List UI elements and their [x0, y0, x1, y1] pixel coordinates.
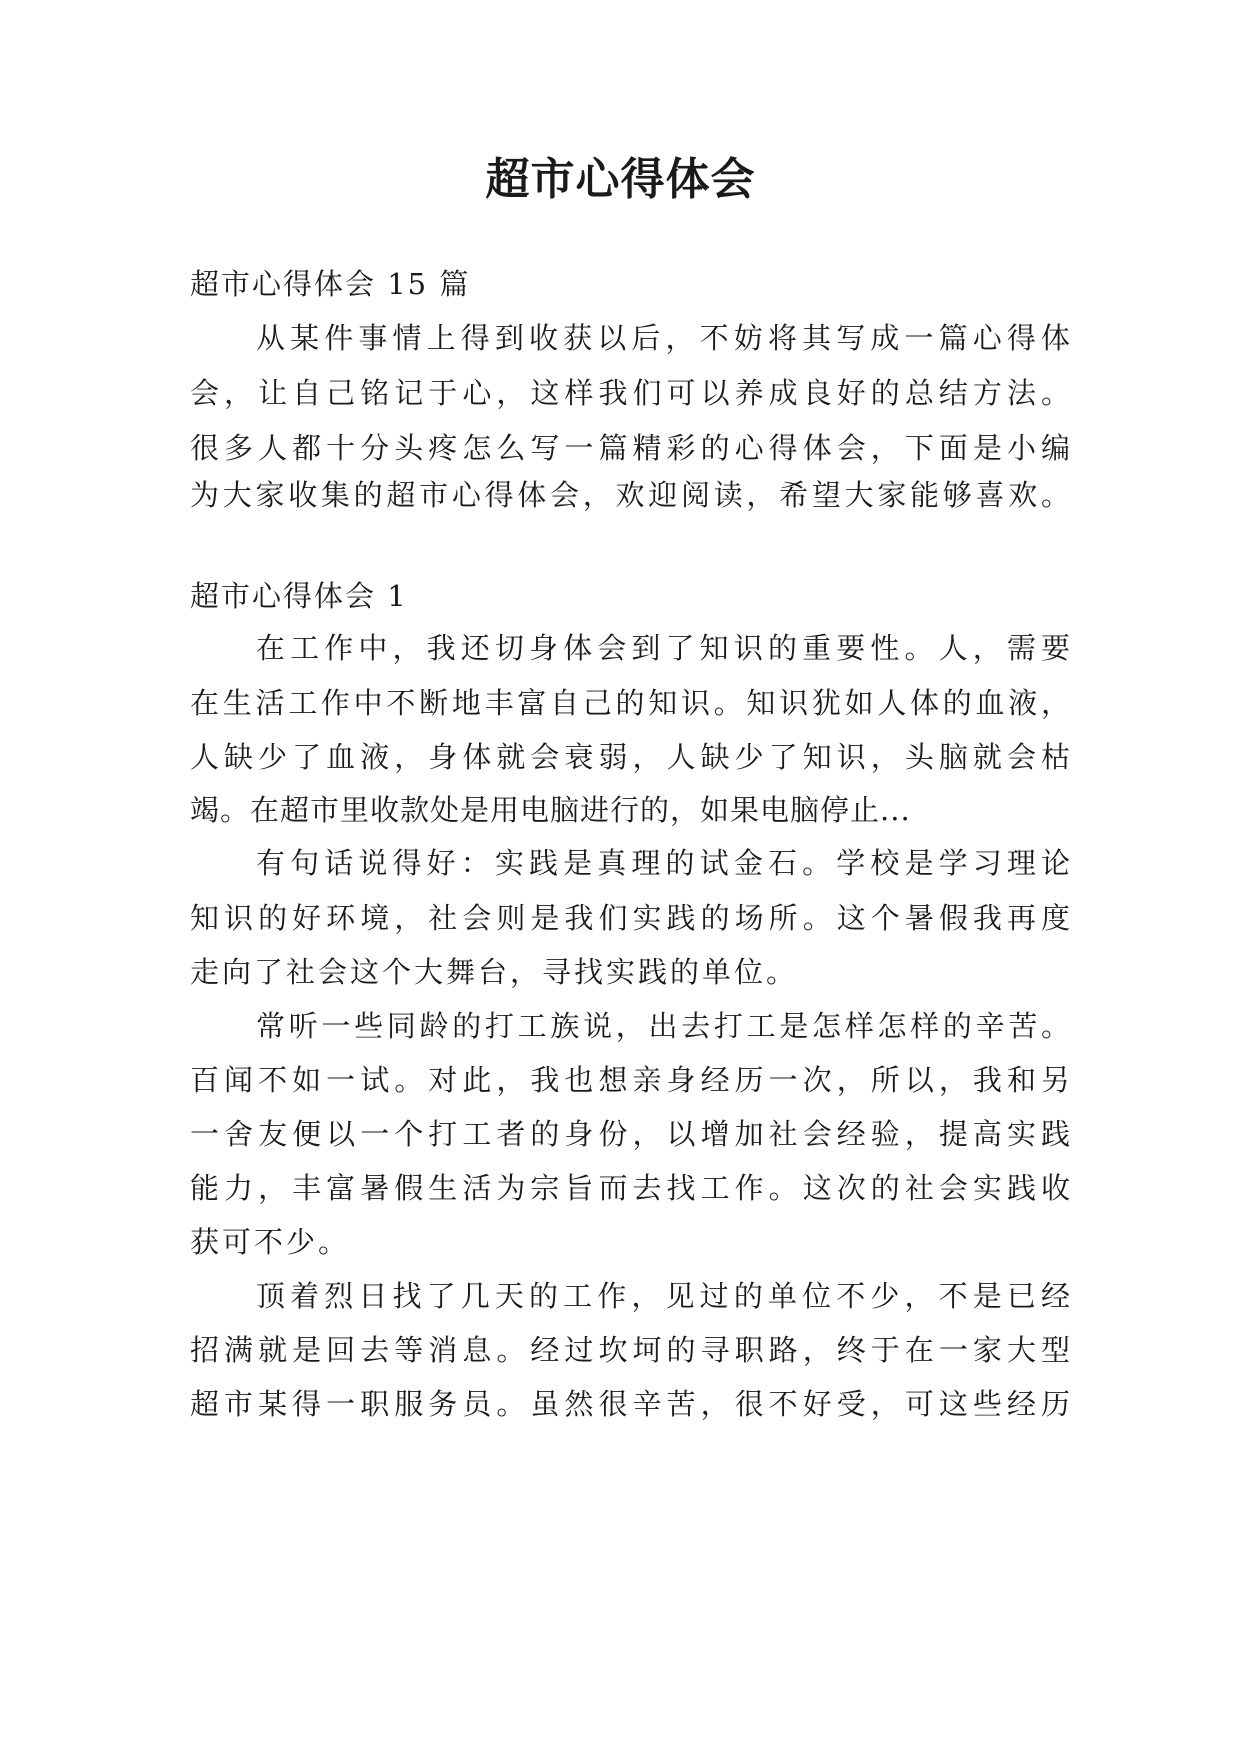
paragraph-line: 一舍友便以一个打工者的身份，以增加社会经验，提高实践 [190, 1117, 1070, 1151]
intro-line: 会，让自己铭记于心，这样我们可以养成良好的总结方法。 [190, 376, 1070, 410]
paragraph-line: 走向了社会这个大舞台，寻找实践的单位。 [190, 955, 799, 989]
paragraph-line: 获可不少。 [190, 1225, 351, 1259]
intro-heading: 超市心得体会 15 篇 [190, 267, 471, 301]
document-title: 超市心得体会 [485, 154, 756, 205]
paragraph-line: 常听一些同龄的打工族说，出去打工是怎样怎样的辛苦。 [256, 1009, 1070, 1043]
paragraph-line: 知识的好环境，社会则是我们实践的场所。这个暑假我再度 [190, 901, 1070, 935]
intro-line: 从某件事情上得到收获以后，不妨将其写成一篇心得体 [256, 321, 1070, 355]
paragraph-line: 有句话说得好：实践是真理的试金石。学校是学习理论 [256, 846, 1070, 880]
intro-line: 为大家收集的超市心得体会，欢迎阅读，希望大家能够喜欢。 [190, 478, 1070, 512]
paragraph-line: 招满就是回去等消息。经过坎坷的寻职路，终于在一家大型 [190, 1333, 1070, 1367]
paragraph-line: 顶着烈日找了几天的工作，见过的单位不少，不是已经 [256, 1279, 1070, 1313]
paragraph-line: 百闻不如一试。对此，我也想亲身经历一次，所以，我和另 [190, 1063, 1070, 1097]
section-heading: 超市心得体会 1 [190, 579, 408, 613]
paragraph-line: 人缺少了血液，身体就会衰弱，人缺少了知识，头脑就会枯 [190, 740, 1070, 774]
paragraph-line: 竭。在超市里收款处是用电脑进行的，如果电脑停止... [190, 793, 911, 827]
paragraph-line: 在工作中，我还切身体会到了知识的重要性。人，需要 [256, 631, 1070, 665]
paragraph-line: 超市某得一职服务员。虽然很辛苦，很不好受，可这些经历 [190, 1387, 1070, 1421]
intro-line: 很多人都十分头疼怎么写一篇精彩的心得体会，下面是小编 [190, 431, 1070, 465]
paragraph-line: 能力，丰富暑假生活为宗旨而去找工作。这次的社会实践收 [190, 1171, 1070, 1205]
paragraph-line: 在生活工作中不断地丰富自己的知识。知识犹如人体的血液， [190, 686, 1070, 720]
